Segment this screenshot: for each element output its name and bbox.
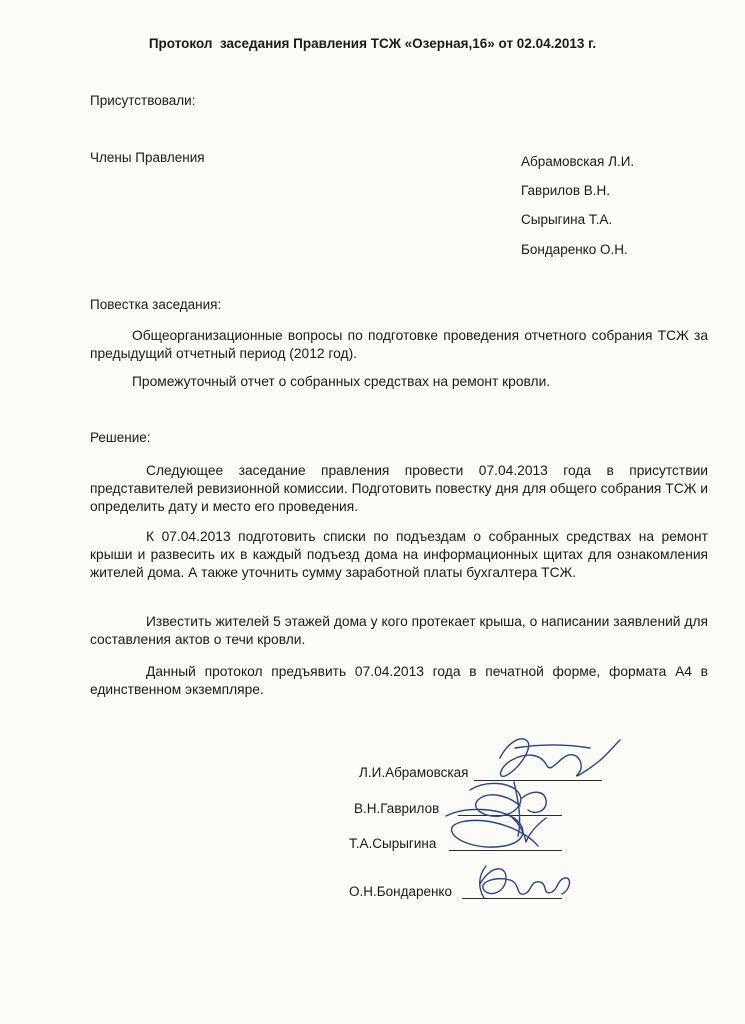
member-name: Абрамовская Л.И. [521, 154, 635, 169]
decision-item: Данный протокол предъявить 07.04.2013 года в печатной форме, формата А4 в единственном экземпляре. [90, 664, 708, 697]
signatory-name: Т.А.Сырыгина [349, 836, 437, 851]
signature-syrygina [446, 809, 546, 847]
agenda-item: Общеорганизационные вопросы по подготовке проведения отчетного собрания ТСЖ за предыдущий отчетный период (2012 год). [90, 328, 708, 361]
signatory-name: В.Н.Гаврилов [354, 801, 440, 816]
member-name: Сырыгина Т.А. [521, 212, 613, 227]
decision-item: Следующее заседание правления провести 07.04.2013 года в присутствии представителей ревизионной комиссии. Подготовить повестку дня для общего собрания ТСЖ и определить дату и место его проведения. [90, 463, 708, 514]
signatory-name: О.Н.Бондаренко [349, 884, 452, 899]
signature-bondarenko [480, 866, 570, 898]
signatory-name: Л.И.Абрамовская [359, 765, 469, 780]
present-label: Присутствовали: [90, 93, 196, 108]
board-members-label: Члены Правления [90, 150, 205, 165]
decision-item: Известить жителей 5 этажей дома у кого протекает крыша, о написании заявлений для составления актов о течи кровли. [90, 614, 708, 647]
decision-label: Решение: [90, 430, 151, 445]
agenda-label: Повестка заседания: [90, 297, 222, 312]
decision-item: К 07.04.2013 подготовить списки по подъездам о собранных средствах на ремонт крыши и развесить их в каждый подъезд дома на информационных щитах для ознакомления жителей дома. А также уточнить сумму заработной платы бухгалтера ТСЖ. [90, 529, 708, 580]
agenda-item: Промежуточный отчет о собранных средствах на ремонт кровли. [132, 374, 551, 389]
page-title: Протокол заседания Правления ТСЖ «Озерная,16» от 02.04.2013 г. [148, 36, 597, 51]
signature-abramovskaya [500, 739, 620, 777]
member-name: Гаврилов В.Н. [521, 183, 610, 198]
member-name: Бондаренко О.Н. [521, 242, 628, 257]
